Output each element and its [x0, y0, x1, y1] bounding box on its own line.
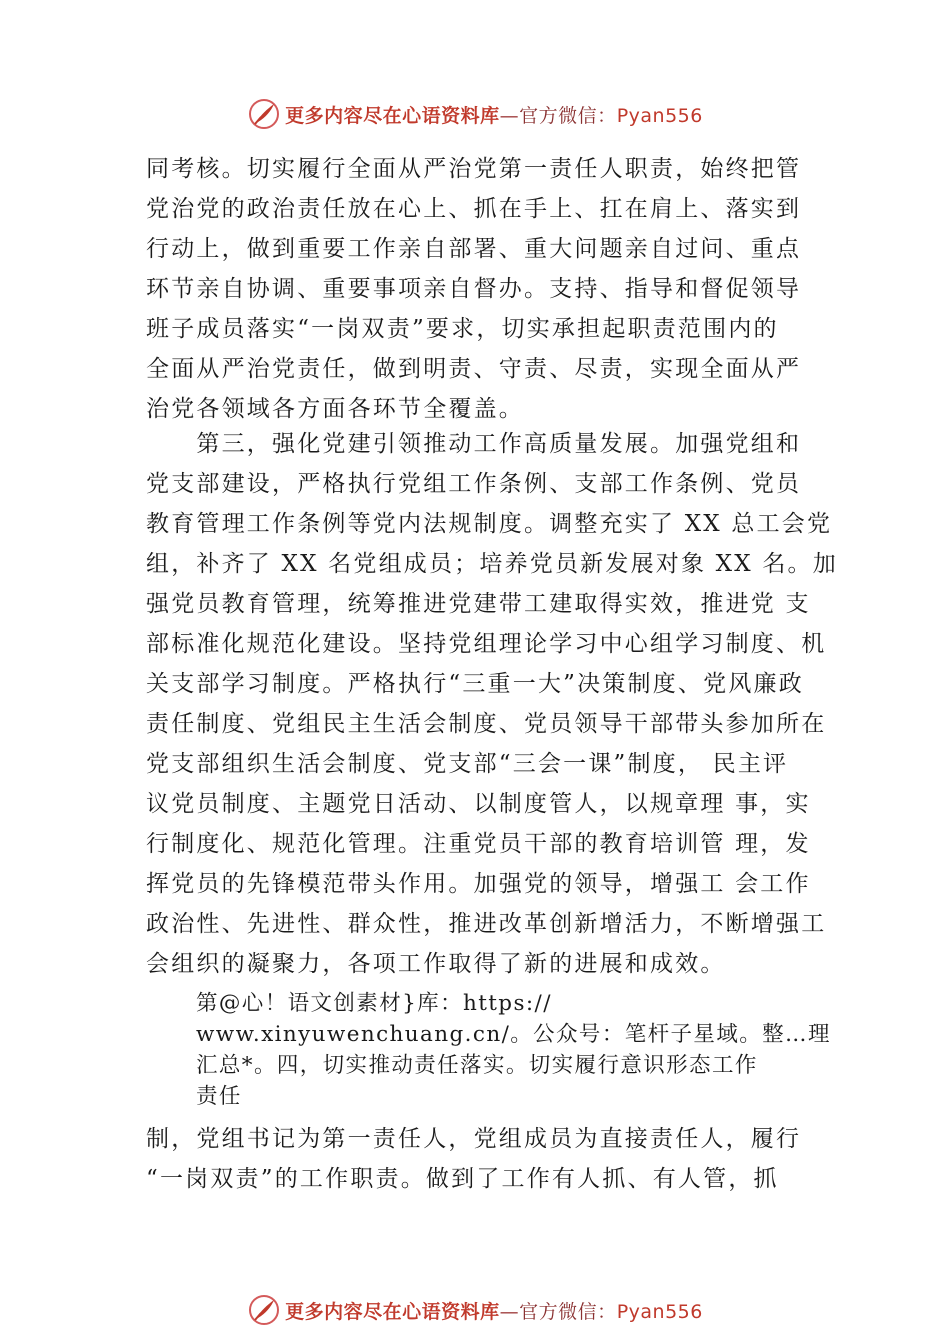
banner-separator: — [499, 1300, 520, 1323]
text-line: 党治党的政治责任放在心上、抓在手上、扛在肩上、落实到 [146, 196, 802, 222]
text-line: 制，党组书记为第一责任人，党组成员为直接责任人，履行 [146, 1126, 802, 1152]
banner-wechat-id: Pyan556 [616, 1300, 703, 1323]
text-line: 强党员教育管理，统筹推进党建带工建取得实效，推进党 支 [146, 591, 811, 617]
banner-site: 更多内容尽在心语资料库 [285, 1300, 500, 1323]
banner-wechat-label: 官方微信： [519, 1300, 617, 1323]
text-line: 部标准化规范化建设。坚持党组理论学习中心组学习制度、机 [146, 631, 827, 657]
banner-wechat-label: 官方微信： [519, 104, 617, 127]
text-line: www.xinyuwenchuang.cn/。公众号：笔杆子星域。整…理 [196, 1022, 831, 1047]
footer-banner [0, 1288, 950, 1332]
text-line: 责任制度、党组民主生活会制度、党员领导干部带头参加所在 [146, 711, 827, 737]
text-line: 党支部组织生活会制度、党支部“三会一课”制度， 民主评 [146, 751, 789, 777]
text-line: 政治性、先进性、群众性，推进改革创新增活力，不断增强工 [146, 911, 827, 937]
text-line: 第三，强化党建引领推动工作高质量发展。加强党组和 [146, 431, 802, 457]
text-line: 同考核。切实履行全面从严治党第一责任人职责，始终把管 [146, 156, 802, 182]
text-line: 责任 [196, 1084, 242, 1109]
text-line: 关支部学习制度。严格执行“三重一大”决策制度、党风廉政 [146, 671, 804, 697]
banner-text [285, 1297, 703, 1324]
text-line: 组，补齐了 XX 名党组成员；培养党员新发展对象 XX 名。加 [146, 551, 838, 577]
banner-text [285, 101, 703, 128]
text-line: 教育管理工作条例等党内法规制度。调整充实了 XX 总工会党 [146, 511, 833, 537]
text-line: 党支部建设，严格执行党组工作条例、支部工作条例、党员 [146, 471, 802, 497]
banner-separator: — [499, 104, 520, 127]
banner-wechat-id: Pyan556 [616, 104, 703, 127]
header-banner [0, 92, 950, 136]
text-line: 环节亲自协调、重要事项亲自督办。支持、指导和督促领导 [146, 276, 802, 302]
text-line: 汇总*。四，切实推动责任落实。切实履行意识形态工作 [196, 1053, 758, 1078]
text-line: 全面从严治党责任，做到明责、守责、尽责，实现全面从严 [146, 356, 802, 382]
text-line: “一岗双责”的工作职责。做到了工作有人抓、有人管，抓 [146, 1166, 779, 1192]
banner-site: 更多内容尽在心语资料库 [285, 104, 500, 127]
text-line: 第@心！语文创素材}库：https:// [196, 991, 552, 1016]
text-line: 治党各领域各方面各环节全覆盖。 [146, 396, 524, 422]
text-line: 班子成员落实“一岗双责”要求，切实承担起职责范围内的 [146, 316, 779, 342]
text-line: 会组织的凝聚力，各项工作取得了新的进展和成效。 [146, 951, 726, 977]
text-line: 行制度化、规范化管理。注重党员干部的教育培训管 理，发 [146, 831, 811, 857]
text-line: 议党员制度、主题党日活动、以制度管人，以规章理 事，实 [146, 791, 811, 817]
text-line: 行动上，做到重要工作亲自部署、重大问题亲自过问、重点 [146, 236, 802, 262]
feather-pen-logo-icon [247, 97, 281, 131]
text-line: 挥党员的先锋模范带头作用。加强党的领导，增强工 会工作 [146, 871, 811, 897]
feather-pen-logo-icon [247, 1293, 281, 1327]
